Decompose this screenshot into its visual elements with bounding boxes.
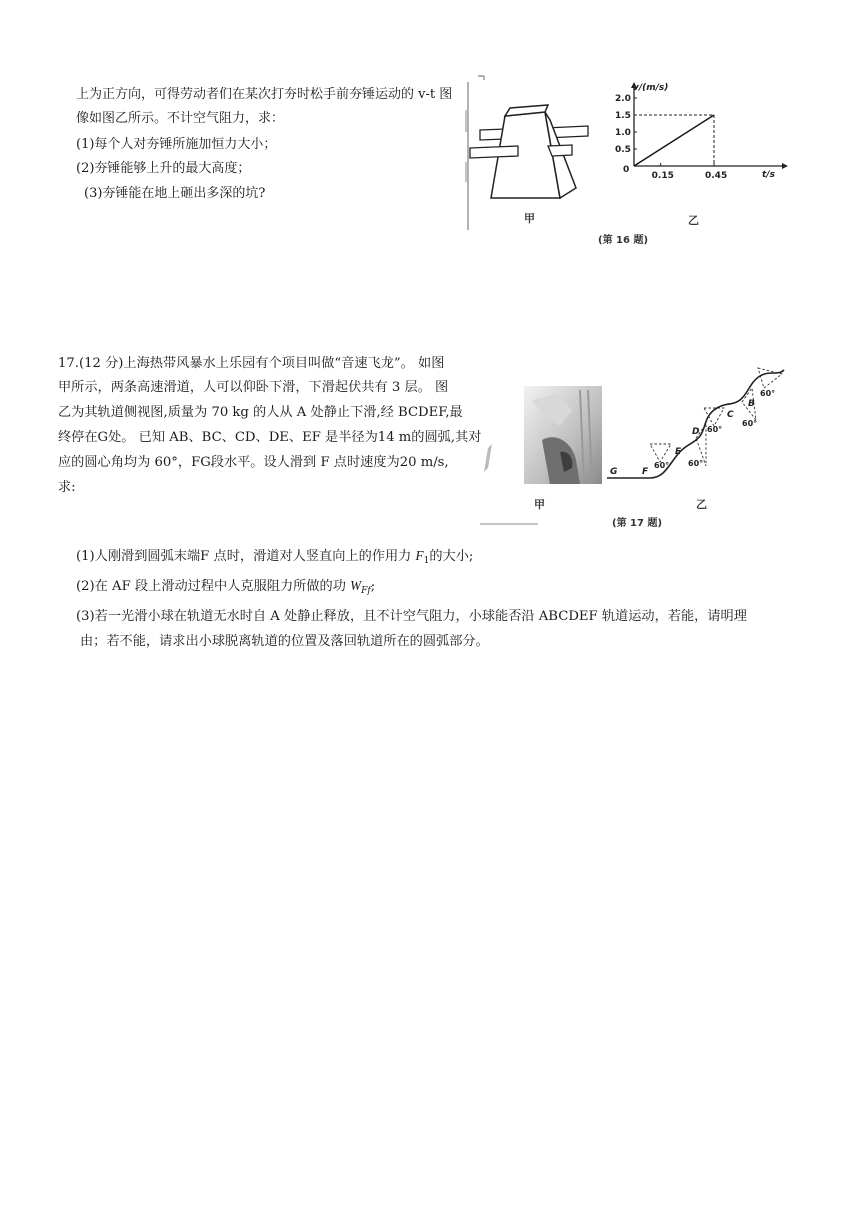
vt-ylabel: v/(m/s) <box>633 83 669 93</box>
q17-angle-3: 60° <box>707 425 723 434</box>
q17-label-d: D <box>692 427 700 437</box>
q17-track-diagram <box>604 362 790 512</box>
q17-sub-2 <box>76 576 747 601</box>
q17-label-b: B <box>748 399 755 409</box>
q17-sub-3-line-2: 由；若不能，请求出小球脱离轨道的位置及落回轨道所在的圆弧部分。 <box>80 634 489 649</box>
q17-angle-5: 60° <box>760 389 776 398</box>
vt-axes <box>631 82 788 169</box>
q17-sub-3-line-1: (3)若一光滑小球在轨道无水时自 A 处静止释放，且不计空气阻力，小球能否沿 ABCDEF 轨道运动，若能，请明理 <box>76 609 747 624</box>
q17-label-g: G <box>610 467 618 477</box>
q16-fig-yi-label: 乙 <box>688 214 699 227</box>
q17-sub-1 <box>76 546 747 571</box>
vt-ytick-label-3: 0.5 <box>615 145 631 155</box>
vt-xlabel: t/s <box>762 170 775 180</box>
q16-sub-2: (2)夯锤能够上升的最大高度； <box>76 161 251 176</box>
q16-line-2: 像如图乙所示。不计空气阻力，求： <box>76 111 285 126</box>
q17-text-block <box>58 353 481 498</box>
q16-text-block <box>76 85 452 204</box>
q17-photo-jia <box>476 380 606 530</box>
vt-origin-label: 0 <box>623 165 630 175</box>
q16-sub-1: (1)每个人对夯锤所施加恒力大小； <box>76 137 277 152</box>
vt-ticks <box>615 94 727 181</box>
vt-x-arrow <box>782 163 788 169</box>
q17-sub1-suffix: 的大小; <box>429 549 474 564</box>
vt-series <box>634 115 714 166</box>
q17-line-2: 甲所示，两条高速滑道，人可以仰卧下滑，下滑起伏共有 3 层。 图 <box>58 380 449 395</box>
q17-subquestions <box>76 546 747 652</box>
q17-fig-yi-label: 乙 <box>696 498 707 511</box>
vt-xtick-label-1: 0.45 <box>705 171 728 181</box>
q17-sub1-var: F <box>415 548 424 563</box>
q16-vt-chart <box>612 78 792 238</box>
q17-sub2-prefix: (2)在 AF 段上滑动过程中人克服阻力所做的功 <box>76 579 351 594</box>
q17-label-c: C <box>727 410 734 420</box>
q17-line-4: 终停在G处。 已知 AB、BC、CD、DE、EF 是半径为14 m的圆弧,其对 <box>58 430 482 445</box>
q16-caption: (第 16 题) <box>598 235 649 246</box>
q16-line-1: 上为正方向，可得劳动者们在某次打夯时松手前夯锤运动的 v-t 图 <box>76 87 453 102</box>
q17-label-e: E <box>675 447 682 457</box>
q17-sub1-sub: 1 <box>423 556 430 566</box>
q16-sub-3: (3)夯锤能在地上砸出多深的坑? <box>84 186 266 201</box>
q17-sub2-var: W <box>350 578 362 593</box>
q16-fig-jia-label: 甲 <box>524 212 535 225</box>
q17-sub1-prefix: (1)人刚滑到圆弧末端F 点时，滑道对人竖直向上的作用力 <box>76 549 416 564</box>
q17-sub2-sub: Ff <box>361 586 371 596</box>
vt-ytick-label-2: 1.0 <box>615 128 631 138</box>
q17-angle-4: 60° <box>742 419 758 428</box>
q17-line-5: 应的圆心角均为 60°，FG段水平。设人滑到 F 点时速度为20 m/s, <box>58 455 449 470</box>
q17-sub2-suffix: ; <box>370 579 376 594</box>
q17-line-1: 17.(12 分)上海热带风暴水上乐园有个项目叫做“音速飞龙”。 如图 <box>58 356 445 371</box>
q16-figure-jia <box>460 70 610 235</box>
vt-series-line <box>634 115 714 166</box>
vt-ytick-label-1: 1.5 <box>615 111 631 121</box>
q17-line-6: 求: <box>58 480 76 495</box>
q17-caption: (第 17 题) <box>612 518 663 529</box>
q17-line-3: 乙为其轨道侧视图,质量为 70 kg 的人从 A 处静止下滑,经 BCDEF,最 <box>58 405 463 420</box>
q17-angle-2: 60° <box>688 459 704 468</box>
vt-ytick-label-0: 2.0 <box>615 94 631 104</box>
q17-label-f: F <box>642 467 649 477</box>
q17-angle-1: 60° <box>654 461 670 470</box>
vt-xtick-label-0: 0.15 <box>651 171 674 181</box>
q17-fig-jia-label: 甲 <box>534 498 545 511</box>
